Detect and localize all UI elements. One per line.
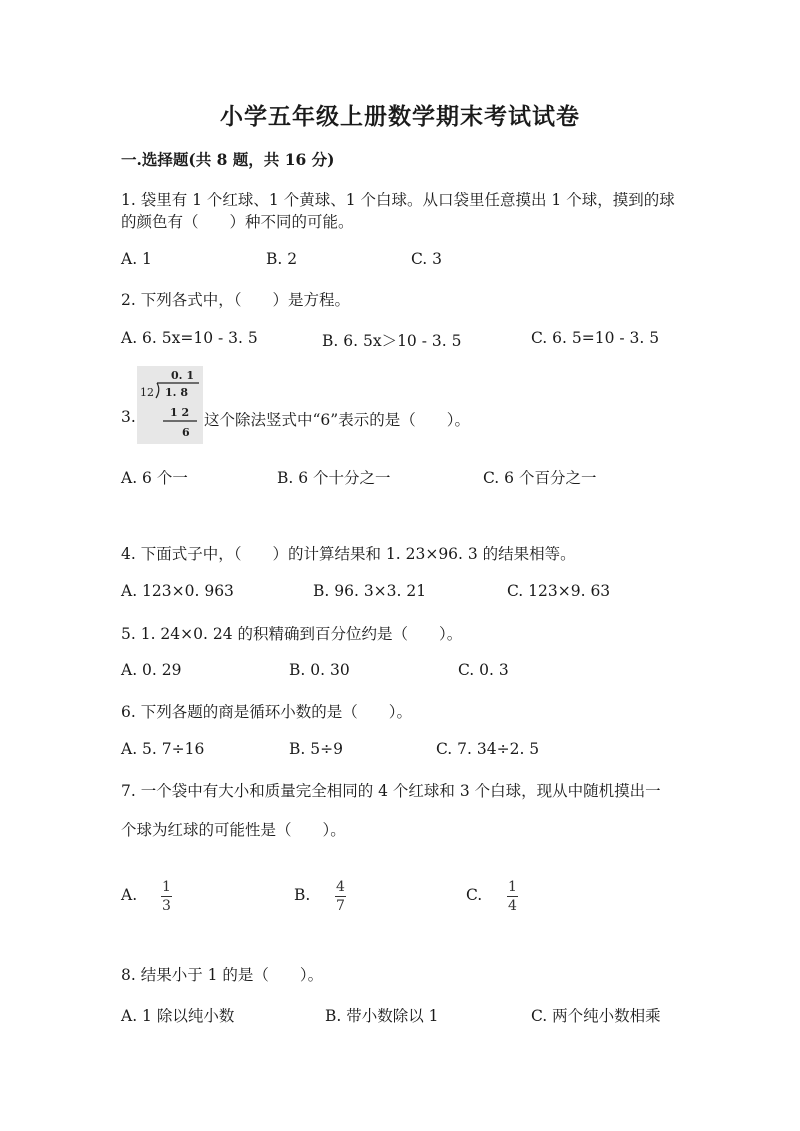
question-7-option-b-fraction[interactable] [335, 879, 346, 914]
question-5-option-b[interactable]: B. 0. 30 [289, 661, 350, 679]
question-3-number: 3. [121, 408, 136, 426]
fraction-denominator: 3 [162, 898, 171, 914]
division-product: 1 2 [170, 406, 190, 419]
question-3-option-c[interactable]: C. 6 个百分之一 [483, 469, 597, 487]
question-6-text: 6. 下列各题的商是循环小数的是（ ）。 [121, 703, 412, 721]
question-7-option-b-label[interactable]: B. [294, 886, 311, 904]
question-1-option-a[interactable]: A. 1 [121, 250, 152, 268]
fraction-bar [335, 896, 346, 897]
fraction-denominator: 7 [336, 898, 345, 914]
question-5-option-a[interactable]: A. 0. 29 [121, 661, 182, 679]
question-2-text: 2. 下列各式中，（ ）是方程。 [121, 291, 350, 309]
question-8-option-b[interactable]: B. 带小数除以 1 [325, 1007, 439, 1025]
question-4-option-c[interactable]: C. 123×9. 63 [507, 582, 611, 600]
question-4-option-b[interactable]: B. 96. 3×3. 21 [313, 582, 427, 600]
question-2-option-c[interactable]: C. 6. 5=10 - 3. 5 [531, 329, 660, 347]
long-division-image [137, 366, 203, 444]
question-8-option-a[interactable]: A. 1 除以纯小数 [121, 1007, 235, 1025]
question-8-option-c[interactable]: C. 两个纯小数相乘 [531, 1007, 661, 1025]
question-4-option-a[interactable]: A. 123×0. 963 [121, 582, 234, 600]
fraction-bar [507, 896, 518, 897]
fraction-numerator: 1 [508, 879, 517, 895]
question-3-option-b[interactable]: B. 6 个十分之一 [277, 469, 391, 487]
question-8-text: 8. 结果小于 1 的是（ ）。 [121, 966, 324, 984]
question-4-text: 4. 下面式子中，（ ）的计算结果和 1. 23×96. 3 的结果相等。 [121, 545, 576, 563]
question-5-text: 5. 1. 24×0. 24 的积精确到百分位约是（ ）。 [121, 625, 463, 643]
fraction-denominator: 4 [508, 898, 517, 914]
question-1-line-2: 的颜色有（ ）种不同的可能。 [121, 213, 354, 231]
question-1-option-b[interactable]: B. 2 [266, 250, 298, 268]
question-7-line-1: 7. 一个袋中有大小和质量完全相同的 4 个红球和 3 个白球，现从中随机摸出一 [121, 782, 661, 800]
page-title: 小学五年级上册数学期末考试试卷 [220, 103, 580, 130]
division-quotient: 0. 1 [171, 369, 194, 382]
question-7-option-c-fraction[interactable] [507, 879, 518, 914]
division-dividend: 1. 8 [165, 386, 188, 399]
division-divisor: 12 [140, 386, 154, 399]
fraction-numerator: 1 [162, 879, 171, 895]
question-5-option-c[interactable]: C. 0. 3 [458, 661, 509, 679]
question-3-option-a[interactable]: A. 6 个一 [121, 469, 188, 487]
question-6-option-c[interactable]: C. 7. 34÷2. 5 [436, 740, 540, 758]
question-2-option-b[interactable]: B. 6. 5x＞10 - 3. 5 [322, 332, 462, 350]
question-7-option-c-label[interactable]: C. [466, 886, 483, 904]
division-remainder: 6 [182, 426, 190, 439]
question-1-line-1: 1. 袋里有 1 个红球、1 个黄球、1 个白球。从口袋里任意摸出 1 个球，摸到的球 [121, 191, 675, 209]
question-1-option-c[interactable]: C. 3 [411, 250, 443, 268]
question-3-text: 这个除法竖式中“6”表示的是（ ）。 [204, 411, 470, 429]
question-6-option-a[interactable]: A. 5. 7÷16 [121, 740, 205, 758]
fraction-bar [161, 896, 172, 897]
section-heading: 一.选择题(共 8 题，共 16 分) [121, 150, 335, 169]
fraction-numerator: 4 [336, 879, 345, 895]
question-7-option-a-fraction[interactable] [161, 879, 172, 914]
question-2-option-a[interactable]: A. 6. 5x=10 - 3. 5 [121, 329, 258, 347]
question-7-line-2: 个球为红球的可能性是（ ）。 [121, 821, 346, 839]
question-7-option-a-label[interactable]: A. [121, 886, 138, 904]
question-6-option-b[interactable]: B. 5÷9 [289, 740, 343, 758]
